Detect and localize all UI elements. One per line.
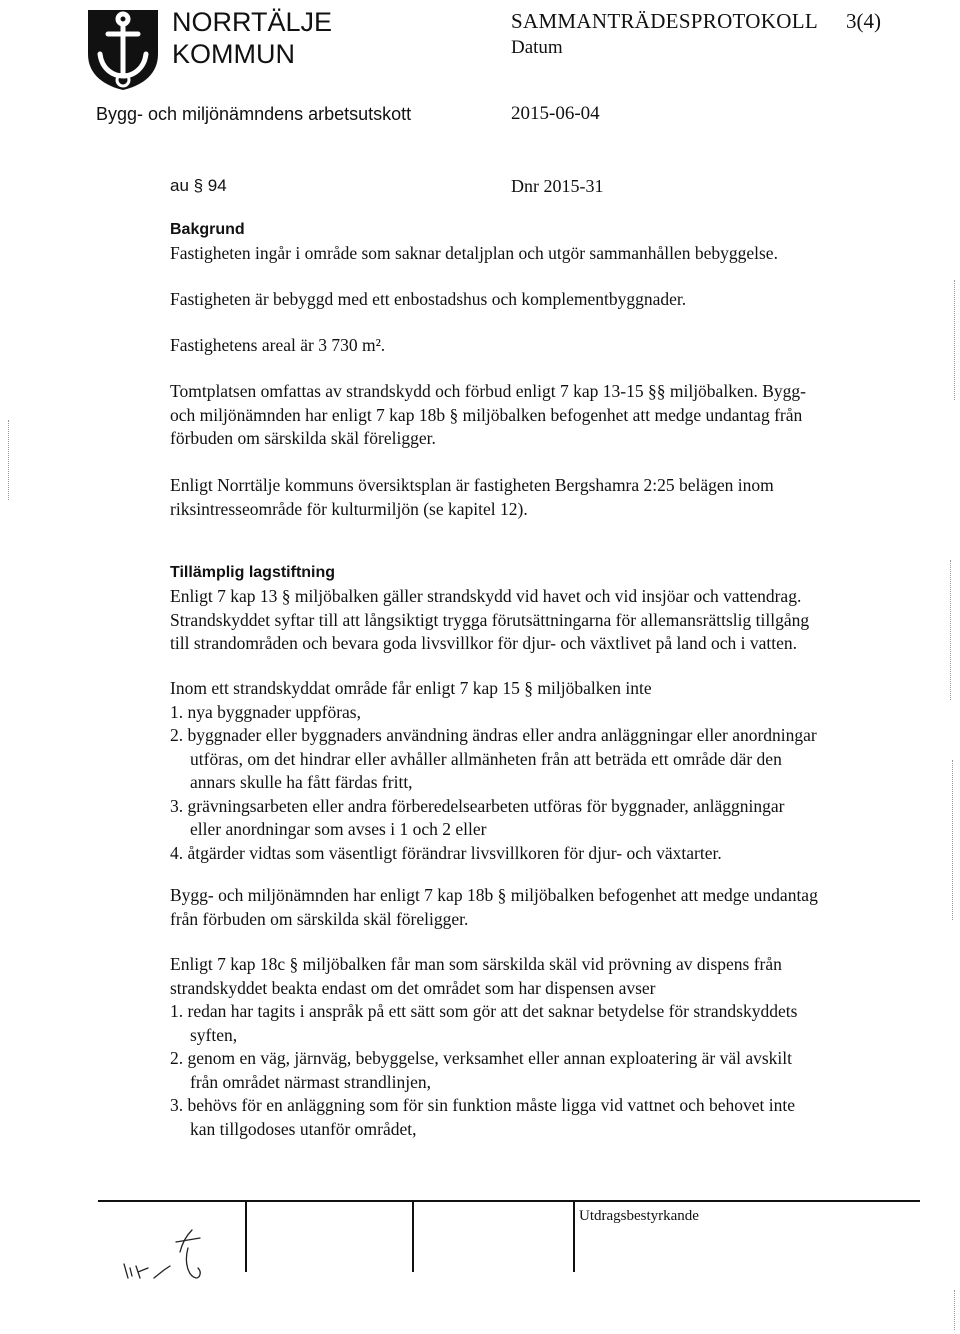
paragraph-number: au § 94 [170, 176, 227, 195]
tillamplig-paragraph [170, 585, 910, 656]
document-type: SAMMANTRÄDESPROTOKOLL [511, 9, 818, 33]
text-line: Fastighetens areal är 3 730 m². [170, 335, 386, 355]
footer-divider-3 [573, 1200, 575, 1272]
page-number: 3(4) [846, 9, 881, 33]
bakgrund-paragraph-1 [170, 242, 910, 266]
list-item-continuation: syften, [190, 1024, 238, 1045]
bakgrund-paragraph-4 [170, 380, 910, 451]
text-line: Enligt Norrtälje kommuns översiktsplan är fastigheten Bergshamra 2:25 belägen inom [170, 475, 774, 495]
case-number: Dnr 2015-31 [511, 176, 604, 196]
list-item-continuation: kan tillgodoses utanför området, [190, 1118, 417, 1139]
footer-divider-2 [412, 1200, 414, 1272]
list-item: 1. nya byggnader uppföras, [170, 701, 361, 722]
list-item-continuation: från området närmast strandlinjen, [190, 1071, 432, 1092]
org-name-line2: KOMMUN [172, 39, 295, 69]
handwritten-initials [118, 1222, 218, 1292]
list-item-continuation: annars skulle ha fått färdas fritt, [190, 772, 413, 792]
bakgrund-paragraph-2 [170, 288, 910, 312]
text-line: Tomtplatsen omfattas av strandskydd och förbud enligt 7 kap 13-15 §§ miljöbalken. Bygg- [170, 381, 806, 401]
scan-edge-artifact [950, 560, 951, 700]
skal-paragraph [170, 953, 910, 1141]
list-item: 3. behövs för en anläggning som för sin funktion måste ligga vid vattnet och behovet inte [170, 1095, 796, 1115]
footer-divider-1 [245, 1200, 247, 1272]
list-item-continuation: utföras, om det hindrar eller avhåller allmänheten från att beträda ett område där den [190, 748, 782, 769]
list-item: 4. åtgärder vidtas som väsentligt förändrar livsvillkoren för djur- och växtarter. [170, 842, 722, 863]
befogenhet-paragraph [170, 884, 910, 931]
scan-edge-artifact [954, 1290, 955, 1330]
utdrag-label: Utdragsbestyrkande [579, 1208, 699, 1224]
scan-edge-artifact [8, 420, 9, 500]
scan-edge-artifact [952, 760, 953, 920]
text-line: från förbuden om särskilda skäl föreligger. [170, 908, 469, 929]
meeting-date: 2015-06-04 [511, 103, 600, 124]
list-item-continuation: eller anordningar som avses i 1 och 2 eller [190, 819, 487, 839]
text-line: Inom ett strandskyddat område får enligt 7 kap 15 § miljöbalken inte [170, 678, 652, 698]
text-line: strandskyddet beakta endast om det området som har dispensen avser [170, 977, 656, 998]
heading-bakgrund: Bakgrund [170, 221, 245, 238]
bakgrund-paragraph-5 [170, 474, 910, 521]
inom-paragraph [170, 677, 910, 865]
text-line: Bygg- och miljönämnden har enligt 7 kap 18b § miljöbalken befogenhet att medge undantag [170, 885, 818, 905]
list-item: 2. byggnader eller byggnaders användning ändras eller andra anläggningar eller anordningar [170, 725, 817, 745]
org-name-line1: NORRTÄLJE [172, 7, 333, 37]
text-line: Enligt 7 kap 13 § miljöbalken gäller strandskydd vid havet och vid insjöar och vattendrag. [170, 586, 802, 606]
list-item: 2. genom en väg, järnväg, bebyggelse, verksamhet eller annan exploatering är väl avskilt [170, 1048, 793, 1068]
text-line: och miljönämnden har enligt 7 kap 18b § miljöbalken befogenhet att medge undantag från [170, 404, 803, 425]
date-label: Datum [511, 37, 563, 58]
text-line: riksintresseområde för kulturmiljön (se kapitel 12). [170, 498, 528, 519]
text-line: Fastigheten är bebyggd med ett enbostadshus och komplementbyggnader. [170, 289, 687, 309]
text-line: förbuden om särskilda skäl föreligger. [170, 428, 436, 448]
footer-top-rule [98, 1200, 920, 1202]
text-line: Fastigheten ingår i område som saknar detaljplan och utgör sammanhållen bebyggelse. [170, 243, 778, 263]
scan-edge-artifact [954, 280, 955, 400]
heading-tillamplig-lagstiftning: Tillämplig lagstiftning [170, 564, 336, 581]
text-line: Strandskyddet syftar till att långsiktigt trygga förutsättningarna för allemansrättslig tillgång [170, 609, 810, 630]
list-item: 1. redan har tagits i anspråk på ett sätt som gör att det saknar betydelse för strandskyddets [170, 1001, 798, 1021]
committee-name: Bygg- och miljönämndens arbetsutskott [96, 104, 412, 124]
list-item: 3. grävningsarbeten eller andra förberedelsearbeten utföras för byggnader, anläggningar [170, 795, 785, 816]
text-line: Enligt 7 kap 18c § miljöbalken får man som särskilda skäl vid prövning av dispens från [170, 954, 782, 974]
municipality-logo [84, 6, 162, 92]
bakgrund-paragraph-3 [170, 334, 910, 358]
text-line: till strandområden och bevara goda livsvillkor för djur- och växtlivet på land och i vatten. [170, 633, 798, 653]
